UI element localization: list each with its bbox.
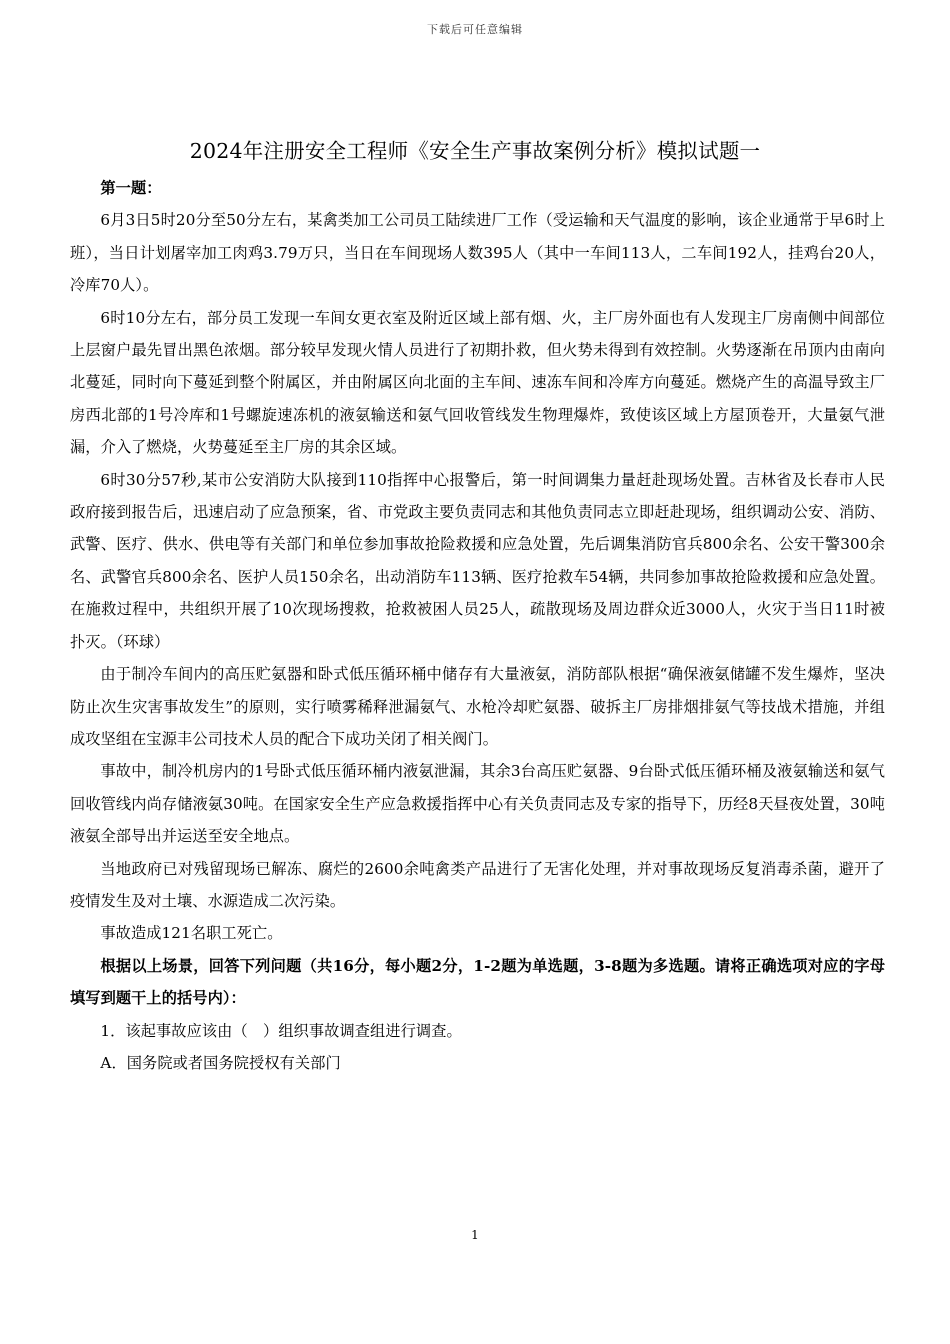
paragraph: 当地政府已对残留现场已解冻、腐烂的2600余吨禽类产品进行了无害化处理，并对事故现场反复消毒杀菌，避开了疫情发生及对土壤、水源造成二次污染。	[70, 859, 885, 910]
page-number: 1	[471, 1228, 479, 1242]
section-heading: 第一题：	[100, 179, 162, 197]
paragraph: 事故中，制冷机房内的1号卧式低压循环桶内液氨泄漏，其余3台高压贮氨器、9台卧式低压循环桶及液氨输送和氨气回收管线内尚存储液氨30吨。在国家安全生产应急救援指挥中心有关负责同志及专家的指导下，历经8天昼夜处置，30吨液氨全部导出并运送至安全地点。	[70, 762, 885, 846]
paragraph: 事故造成121名职工死亡。	[100, 924, 283, 943]
document-title: 2024年注册安全工程师《安全生产事故案例分析》模拟试题一	[189, 139, 761, 163]
paragraph: 6时30分57秒,某市公安消防大队接到110指挥中心报警后，第一时间调集力量赶赴现场处置。吉林省及长春市人民政府接到报告后，迅速启动了应急预案，省、市党政主要负责同志和其他负责同志立即赶赴现场，组织调动公安、消防、武警、医疗、供水、供电等有关部门和单位参加事故抢险救援和应急处置，先后调集消防官兵800余名、公安干警300余名、武警官兵800余名、医护人员150余名，出动消防车113辆、医疗抢救车54辆，共同参加事故抢险救援和应急处置。在施救过程中，共组织开展了10次现场搜救，抢救被困人员25人，疏散现场及周边群众近3000人，火灾于当日11时被扑灭。（环球）	[70, 470, 885, 651]
question-instructions: 根据以上场景，回答下列问题（共16分，每小题2分，1-2题为单选题，3-8题为多选题。请将正确选项对应的字母填写到题干上的括号内）：	[70, 956, 885, 1008]
paragraph: 由于制冷车间内的高压贮氨器和卧式低压循环桶中储存有大量液氨，消防部队根据“确保液氨储罐不发生爆炸，坚决防止次生灾害事故发生”的原则，实行喷雾稀释泄漏氨气、水枪冷却贮氨器、破拆主厂房排烟排氨气等技战术措施，并组成攻坚组在宝源丰公司技术人员的配合下成功关闭了相关阀门。	[70, 665, 885, 748]
question-1-option-a: A．国务院或者国务院授权有关部门	[100, 1053, 341, 1072]
document-body	[70, 172, 885, 1079]
header-note: 下载后可任意编辑	[427, 23, 523, 36]
question-1: 1．该起事故应该由（ ）组织事故调查组进行调查。	[100, 1021, 462, 1040]
paragraph: 6时10分左右，部分员工发现一车间女更衣室及附近区域上部有烟、火，主厂房外面也有人发现主厂房南侧中间部位上层窗户最先冒出黑色浓烟。部分较早发现火情人员进行了初期扑救，但火势未得到有效控制。火势逐渐在吊顶内由南向北蔓延，同时向下蔓延到整个附属区，并由附属区向北面的主车间、速冻车间和冷库方向蔓延。燃烧产生的高温导致主厂房西北部的1号冷库和1号螺旋速冻机的液氨输送和氨气回收管线发生物理爆炸，致使该区域上方屋顶卷开，大量氨气泄漏，介入了燃烧，火势蔓延至主厂房的其余区域。	[70, 308, 885, 457]
paragraph: 6月3日5时20分至50分左右，某禽类加工公司员工陆续进厂工作（受运输和天气温度的影响，该企业通常于早6时上班），当日计划屠宰加工肉鸡3.79万只，当日在车间现场人数395人（其中一车间113人，二车间192人，挂鸡台20人，冷库70人）。	[70, 211, 885, 295]
